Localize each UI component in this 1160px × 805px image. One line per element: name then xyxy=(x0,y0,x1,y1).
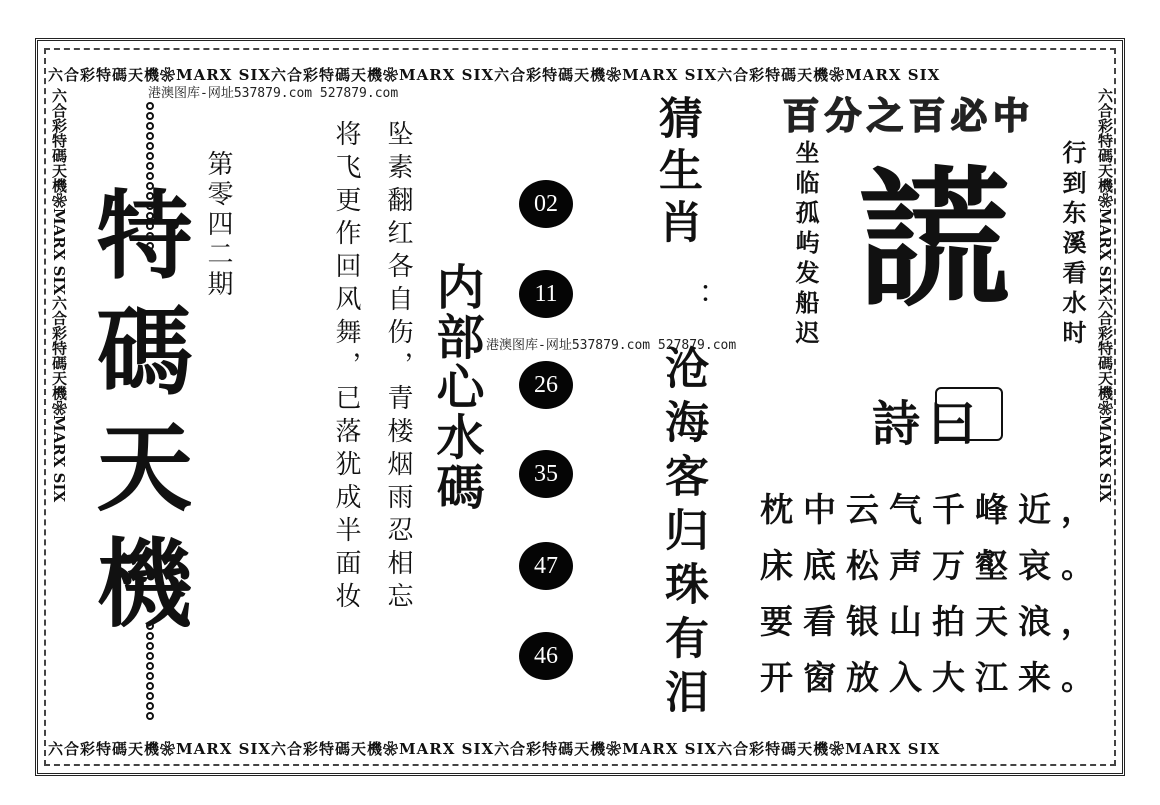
left-verse-column: 坐临孤屿发船迟 xyxy=(791,140,820,350)
number-ball: 46 xyxy=(519,632,573,680)
inner-tip-title: 内部心水碼 xyxy=(428,262,484,512)
guess-answer: 沧海客归珠有泪 xyxy=(657,345,708,723)
guess-zodiac-label: 猜生肖 xyxy=(651,95,702,251)
number-ball: 47 xyxy=(519,542,573,590)
poem-line: 开窗放入大江来。 xyxy=(760,658,1104,697)
number-ball: 35 xyxy=(519,450,573,498)
hundred-percent-heading: 百分之百必中 xyxy=(783,95,1036,137)
poem-line: 枕中云气千峰近， xyxy=(760,490,1104,529)
issue-number: 第零四二期 xyxy=(203,150,233,300)
main-title: 特碼天機 xyxy=(81,185,194,649)
poem-line: 床底松声万壑哀。 xyxy=(760,546,1104,585)
poem xyxy=(760,482,1104,706)
verse-column-2: 将飞更作回风舞，已落犹成半面妆 xyxy=(331,120,361,615)
right-verse-column: 行到东溪看水时 xyxy=(1058,140,1087,350)
guess-colon: ： xyxy=(677,282,712,312)
big-answer-character: 謊 xyxy=(860,152,1011,328)
number-ball: 26 xyxy=(519,361,573,409)
left-band: 六合彩特碼天機❀MARX SIX六合彩特碼天機❀MARX SIX xyxy=(50,88,68,503)
poem-label: 詩曰 xyxy=(872,396,985,452)
watermark-middle: 港澳图库-网址537879.com 527879.com xyxy=(486,338,737,353)
top-band: 六合彩特碼天機❀MARX SIX六合彩特碼天機❀MARX SIX六合彩特碼天機❀MARX SIX六合彩特碼天機❀MARX SIX xyxy=(48,66,941,84)
number-ball: 11 xyxy=(519,270,573,318)
verse-column-1: 坠素翻红各自伤，青楼烟雨忍相忘 xyxy=(383,120,413,615)
bottom-band: 六合彩特碼天機❀MARX SIX六合彩特碼天機❀MARX SIX六合彩特碼天機❀MARX SIX六合彩特碼天機❀MARX SIX xyxy=(48,740,941,758)
watermark-top: 港澳图库-网址537879.com 527879.com xyxy=(148,86,399,101)
seal-stamp xyxy=(935,387,1003,441)
poem-line: 要看银山拍天浪， xyxy=(760,602,1104,641)
number-ball: 02 xyxy=(519,180,573,228)
right-band: 六合彩特碼天機❀MARX SIX六合彩特碼天機❀MARX SIX xyxy=(1096,88,1114,503)
